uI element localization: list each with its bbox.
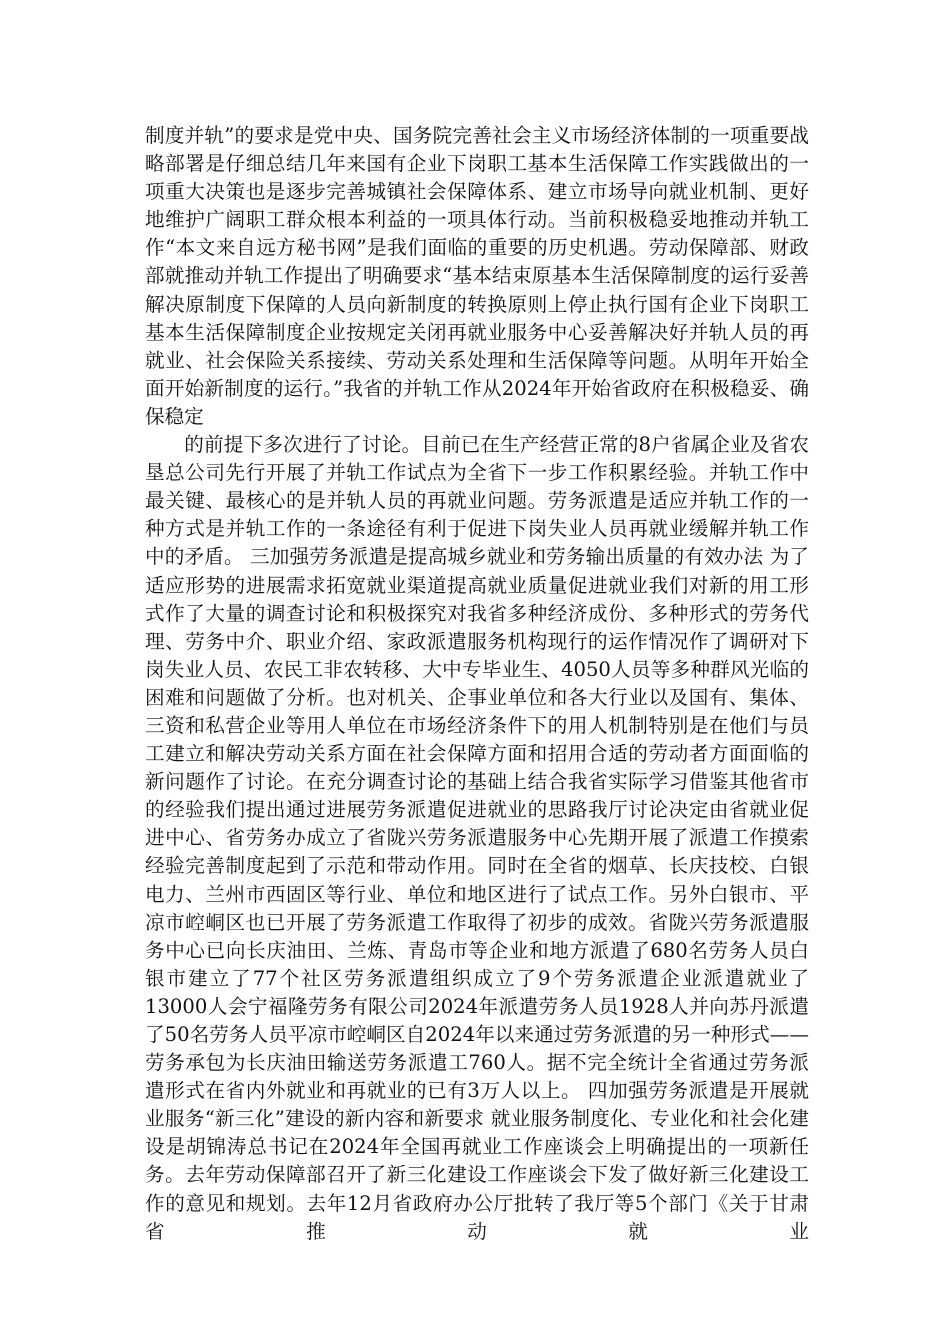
body-text (145, 122, 809, 1246)
paragraph: 的前提下多次进行了讨论。目前已在生产经营正常的8户省属企业及省农垦总公司先行开展了并轨工作试点为全省下一步工作积累经验。并轨工作中最关键、最核心的是并轨人员的再就业问题。劳务派遣是适应并轨工作的一种方式是并轨工作的一条途径有利于促进下岗失业人员再就业缓解并轨工作中的矛盾。 三加强劳务派遣是提高城乡就业和劳务输出质量的有效办法 为了适应形势的进展需求拓宽就业渠道提高就业质量促进就业我们对新的用工形式作了大量的调查讨论和积极探究对我省多种经济成份、多种形式的劳务代理、劳务中介、职业介绍、家政派遣服务机构现行的运作情况作了调研对下岗失业人员、农民工非农转移、大中专毕业生、4050人员等多种群风光临的困难和问题做了分析。也对机关、企事业单位和各大行业以及国有、集体、三资和私营企业等用人单位在市场经济条件下的用人机制特别是在他们与员工建立和解决劳动关系方面在社会保障方面和招用合适的劳动者方面面临的新问题作了讨论。在充分调查讨论的基础上结合我省实际学习借鉴其他省市的经验我们提出通过进展劳务派遣促进就业的思路我厅讨论决定由省就业促进中心、省劳务办成立了省陇兴劳务派遣服务中心先期开展了派遣工作摸索经验完善制度起到了示范和带动作用。同时在全省的烟草、长庆技校、白银电力、兰州市西固区等行业、单位和地区进行了试点工作。另外白银市、平凉市崆峒区也已开展了劳务派遣工作取得了初步的成效。省陇兴劳务派遣服务中心已向长庆油田、兰炼、青岛市等企业和地方派遣了680名劳务人员白银市建立了77个社区劳务派遣组织成立了9个劳务派遣企业派遣就业了13000人会宁福隆劳务有限公司2024年派遣劳务人员1928人并向苏丹派遣了50名劳务人员平凉市崆峒区自2024年以来通过劳务派遣的另一种形式——劳务承包为长庆油田输送劳务派遣工760人。据不完全统计全省通过劳务派遣形式在省内外就业和再就业的已有3万人以上。 四加强劳务派遣是开展就业服务“新三化”建设的新内容和新要求 就业服务制度化、专业化和社会化建设是胡锦涛总书记在2024年全国再就业工作座谈会上明确提出的一项新任务。去年劳动保障部召开了新三化建设工作座谈会下发了做好新三化建设工作的意见和规划。去年12月省政府办公厅批转了我厅等5个部门《关于甘肃省推动就业 (145, 433, 809, 1243)
paragraph: 制度并轨”的要求是党中央、国务院完善社会主义市场经济体制的一项重要战略部署是仔细总结几年来国有企业下岗职工基本生活保障工作实践做出的一项重大决策也是逐步完善城镇社会保障体系、建立市场导向就业机制、更好地维护广阔职工群众根本利益的一项具体行动。当前积极稳妥地推动并轨工作“本文来自远方秘书网”是我们面临的重要的历史机遇。劳动保障部、财政部就推动并轨工作提出了明确要求“基本结束原基本生活保障制度的运行妥善解决原制度下保障的人员向新制度的转换原则上停止执行国有企业下岗职工基本生活保障制度企业按规定关闭再就业服务中心妥善解决好并轨人员的再就业、社会保险关系接续、劳动关系处理和生活保障等问题。从明年开始全面开始新制度的运行。”我省的并轨工作从2024年开始省政府在积极稳妥、确保稳定 (145, 124, 809, 428)
